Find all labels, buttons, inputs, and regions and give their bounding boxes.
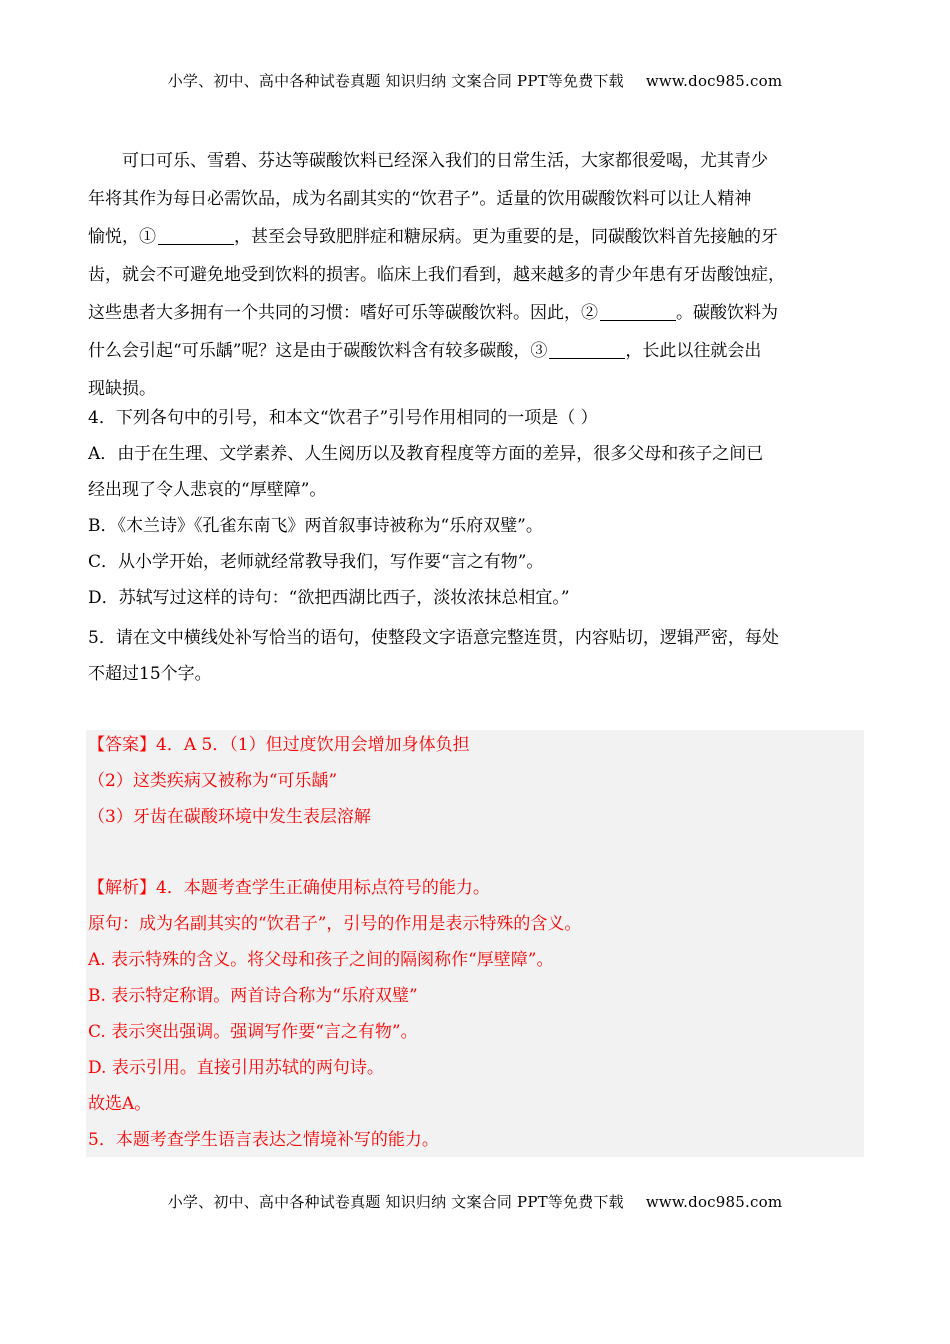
option-a: A．由于在生理、文学素养、人生阅历以及教育程度等方面的差异，很多父母和孩子之间已: [88, 444, 764, 464]
reading-passage: [88, 142, 863, 408]
question-5-line: 5．请在文中横线处补写恰当的语句，使整段文字语意完整连贯，内容贴切，逻辑严密，每处: [88, 628, 779, 648]
question-4: [88, 400, 863, 616]
passage-line: 可口可乐、雪碧、芬达等碳酸饮料已经深入我们的日常生活，大家都很爱喝，尤其青少: [122, 151, 768, 171]
analysis-line: 原句：成为名副其实的“饮君子”，引号的作用是表示特殊的含义。: [88, 914, 582, 934]
answer-line: （2）这类疾病又被称为“可乐龋”: [88, 771, 338, 791]
blank-3: [549, 338, 625, 359]
option-b: B．《木兰诗》《孔雀东南飞》两首叙事诗被称为“乐府双璧”。: [88, 516, 543, 536]
answer-section: [88, 727, 863, 835]
header-text: 小学、初中、高中各种试卷真题 知识归纳 文案合同 PPT等免费下载: [167, 72, 624, 90]
passage-line: 这些患者大多拥有一个共同的习惯：嗜好可乐等碳酸饮料。因此，② 。碳酸饮料为: [88, 294, 863, 332]
option-c: C．从小学开始，老师就经常教导我们，写作要“言之有物”。: [88, 552, 544, 572]
page-header: [0, 70, 950, 91]
answer-line: 【答案】4．A 5．（1）但过度饮用会增加身体负担: [88, 735, 470, 755]
header-site-link[interactable]: www.doc985.com: [645, 72, 783, 90]
option-d: D．苏轼写过这样的诗句：“欲把西湖比西子，淡妆浓抹总相宜。”: [88, 588, 570, 608]
passage-line: 年将其作为每日必需饮品，成为名副其实的“饮君子”。适量的饮用碳酸饮料可以让人精神: [88, 189, 752, 209]
answer-line: （3）牙齿在碳酸环境中发生表层溶解: [88, 807, 371, 827]
question-5: [88, 620, 863, 692]
analysis-line: A. 表示特殊的含义。将父母和孩子之间的隔阂称作“厚壁障”。: [88, 950, 554, 970]
analysis-line: 5．本题考查学生语言表达之情境补写的能力。: [88, 1130, 439, 1150]
option-a-cont: 经出现了令人悲哀的“厚壁障”。: [88, 480, 327, 500]
question-4-stem: 4．下列各句中的引号，和本文“饮君子”引号作用相同的一项是（ ）: [88, 408, 598, 428]
blank-2: [600, 300, 676, 321]
analysis-line: D. 表示引用。直接引用苏轼的两句诗。: [88, 1058, 384, 1078]
analysis-line: 故选A。: [88, 1094, 152, 1114]
analysis-line: C. 表示突出强调。强调写作要“言之有物”。: [88, 1022, 418, 1042]
page-footer: [0, 1191, 950, 1212]
passage-line: 现缺损。: [88, 379, 156, 399]
passage-line: 什么会引起“可乐龋”呢？这是由于碳酸饮料含有较多碳酸，③ ，长此以往就会出: [88, 332, 863, 370]
question-5-line: 不超过15个字。: [88, 664, 212, 684]
passage-line: 齿，就会不可避免地受到饮料的损害。临床上我们看到，越来越多的青少年患有牙齿酸蚀症，: [88, 265, 785, 285]
analysis-line: 【解析】4．本题考查学生正确使用标点符号的能力。: [88, 878, 490, 898]
blank-1: [158, 224, 234, 245]
passage-line: 愉悦，① ，甚至会导致肥胖症和糖尿病。更为重要的是，同碳酸饮料首先接触的牙: [88, 218, 863, 256]
analysis-section: [88, 870, 863, 1158]
analysis-line: B. 表示特定称谓。两首诗合称为“乐府双璧”: [88, 986, 418, 1006]
footer-site-link[interactable]: www.doc985.com: [645, 1193, 783, 1211]
footer-text: 小学、初中、高中各种试卷真题 知识归纳 文案合同 PPT等免费下载: [167, 1193, 624, 1211]
